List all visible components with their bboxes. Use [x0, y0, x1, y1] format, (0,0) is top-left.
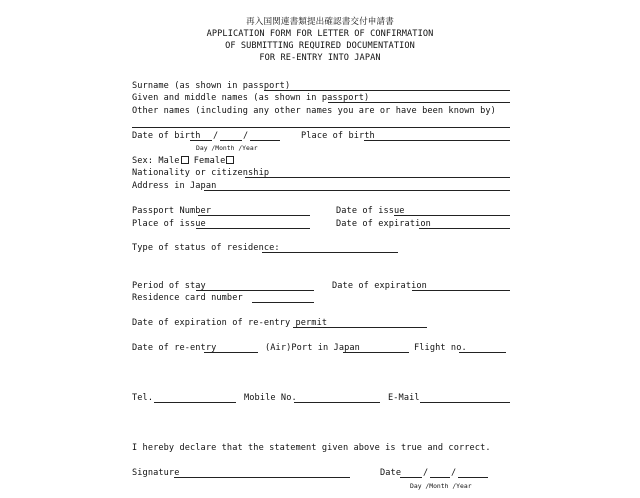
place-of-issue-label: Place of issue — [132, 219, 206, 229]
passport-number-label: Passport Number — [132, 206, 212, 216]
place-of-birth-label: Place of birth — [301, 131, 375, 141]
passport-expiration-label: Date of expiration — [336, 219, 431, 229]
female-label: Female — [193, 156, 226, 166]
other-names-label: Other names (including any other names you are or have been known by) — [132, 106, 496, 116]
male-checkbox[interactable] — [181, 156, 189, 164]
email-label: E-Mail — [388, 393, 420, 403]
footer-date-month-line[interactable] — [430, 477, 450, 478]
dob-slash-1: / — [213, 131, 219, 141]
reentry-permit-expiration-label: Date of expiration of re-entry permit — [132, 318, 328, 328]
reentry-permit-expiration-line[interactable] — [293, 327, 427, 328]
stay-expiration-line[interactable] — [412, 290, 510, 291]
address-line[interactable] — [204, 190, 510, 191]
flight-no-label: Flight no. — [414, 343, 467, 353]
status-type-label: Type of status of residence: — [132, 243, 280, 253]
date-of-issue-line[interactable] — [394, 215, 510, 216]
status-type-line[interactable] — [262, 252, 398, 253]
date-of-reentry-label: Date of re-entry — [132, 343, 217, 353]
japanese-title: 再入国関連書類提出確認書交付申請書 — [246, 17, 394, 27]
title-line-2: OF SUBMITTING REQUIRED DOCUMENTATION — [225, 41, 415, 51]
nationality-label: Nationality or citizenship — [132, 168, 270, 178]
stay-expiration-label: Date of expiration — [332, 281, 427, 291]
male-label: Male — [158, 156, 180, 166]
surname-line[interactable] — [264, 90, 510, 91]
residence-card-line[interactable] — [252, 302, 314, 303]
airport-label: (Air)Port in Japan — [265, 343, 360, 353]
period-of-stay-label: Period of stay — [132, 281, 206, 291]
given-names-line[interactable] — [328, 102, 510, 103]
other-names-line[interactable] — [132, 127, 510, 128]
tel-line[interactable] — [154, 402, 236, 403]
footer-date-slash-1: / — [423, 468, 429, 478]
mobile-line[interactable] — [294, 402, 380, 403]
signature-label: Signature — [132, 468, 180, 478]
passport-number-line[interactable] — [198, 215, 310, 216]
email-line[interactable] — [420, 402, 510, 403]
dob-day-line[interactable] — [190, 140, 212, 141]
place-of-issue-line[interactable] — [196, 228, 310, 229]
date-of-issue-label: Date of issue — [336, 206, 405, 216]
dob-label: Date of birth — [132, 131, 201, 141]
place-of-birth-line[interactable] — [364, 140, 510, 141]
tel-label: Tel. — [132, 393, 154, 403]
dob-format-hint: Day /Month /Year — [196, 144, 258, 152]
dob-year-line[interactable] — [250, 140, 280, 141]
mobile-label: Mobile No. — [244, 393, 297, 403]
nationality-line[interactable] — [245, 177, 510, 178]
passport-expiration-line[interactable] — [419, 228, 510, 229]
footer-date-label: Date — [380, 468, 402, 478]
dob-month-line[interactable] — [220, 140, 242, 141]
dob-slash-2: / — [243, 131, 249, 141]
period-of-stay-line[interactable] — [196, 290, 314, 291]
title-line-3: FOR RE-ENTRY INTO JAPAN — [259, 53, 381, 63]
signature-line[interactable] — [174, 477, 350, 478]
airport-line[interactable] — [343, 352, 409, 353]
flight-no-line[interactable] — [459, 352, 506, 353]
sex-label: Sex: — [132, 156, 154, 166]
footer-date-year-line[interactable] — [458, 477, 488, 478]
residence-card-label: Residence card number — [132, 293, 243, 303]
female-checkbox[interactable] — [226, 156, 234, 164]
footer-date-slash-2: / — [451, 468, 457, 478]
address-label: Address in Japan — [132, 181, 217, 191]
footer-date-day-line[interactable] — [400, 477, 422, 478]
sex-row — [132, 156, 234, 167]
date-of-reentry-line[interactable] — [204, 352, 258, 353]
given-names-label: Given and middle names (as shown in passport) — [132, 93, 370, 103]
title-line-1: APPLICATION FORM FOR LETTER OF CONFIRMATION — [206, 29, 434, 39]
footer-date-format-hint: Day /Month /Year — [410, 482, 472, 490]
surname-label: Surname (as shown in passport) — [132, 81, 291, 91]
declaration-text: I hereby declare that the statement given above is true and correct. — [132, 443, 491, 453]
